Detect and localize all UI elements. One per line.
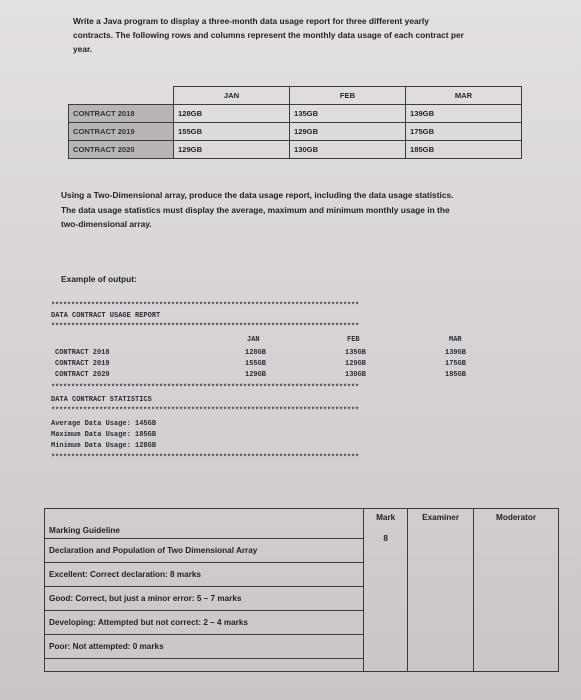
example-heading: Example of output: <box>61 274 137 284</box>
marking-guideline-table <box>44 508 559 672</box>
output-row-label: CONTRACT 2020 <box>55 371 110 379</box>
row-label: CONTRACT 2019 <box>69 123 174 141</box>
output-cell: 129GB <box>245 371 267 379</box>
table-cell: 139GB <box>406 105 522 123</box>
usage-table-header <box>69 87 522 105</box>
output-column-header: FEB <box>347 336 360 344</box>
guide-header-row <box>45 509 559 539</box>
empty-row <box>45 659 364 672</box>
separator-stars: ***************************************************************************** <box>51 454 360 462</box>
table-cell: 155GB <box>174 123 290 141</box>
table-row <box>69 105 522 123</box>
output-cell: 135GB <box>345 349 367 357</box>
column-header: MAR <box>406 87 522 105</box>
output-cell: 139GB <box>445 349 467 357</box>
separator-stars: ***************************************************************************** <box>51 323 360 331</box>
examiner-column <box>408 509 474 672</box>
output-column-header: MAR <box>449 336 462 344</box>
intro-line: contracts. The following rows and columns represent the monthly data usage of each contract per <box>73 30 464 40</box>
level-text: Good: Correct, but just a minor error: 5 – 7 marks <box>45 587 364 611</box>
moderator-column <box>474 509 559 672</box>
examiner-header: Examiner <box>422 513 460 522</box>
output-cell: 130GB <box>345 371 367 379</box>
table-cell: 129GB <box>174 141 290 159</box>
output-cell: 129GB <box>345 360 367 368</box>
table-cell: 135GB <box>290 105 406 123</box>
mark-header: Mark <box>376 513 396 522</box>
minimum-usage-line: Minimum Data Usage: 128GB <box>51 442 157 450</box>
maximum-usage-line: Maximum Data Usage: 185GB <box>51 431 157 439</box>
instructions-paragraph <box>61 188 541 232</box>
criterion-text: Declaration and Population of Two Dimensional Array <box>45 539 364 563</box>
instructions-line: The data usage statistics must display the average, maximum and minimum monthly usage in the <box>61 204 450 215</box>
table-row <box>69 123 522 141</box>
output-cell: 185GB <box>445 371 467 379</box>
separator-stars: ***************************************************************************** <box>51 302 360 310</box>
output-row-label: CONTRACT 2018 <box>55 349 110 357</box>
instructions-line: Using a Two-Dimensional array, produce the data usage report, including the data usage statistics. <box>61 190 454 200</box>
table-cell: 130GB <box>290 141 406 159</box>
column-header: JAN <box>174 87 290 105</box>
moderator-header: Moderator <box>496 513 537 522</box>
empty-corner-cell <box>69 87 174 105</box>
table-cell: 129GB <box>290 123 406 141</box>
usage-table <box>68 86 522 159</box>
column-header: FEB <box>290 87 406 105</box>
output-cell: 175GB <box>445 360 467 368</box>
separator-stars: ***************************************************************************** <box>51 407 360 415</box>
instructions-line: two-dimensional array. <box>61 219 152 229</box>
row-label: CONTRACT 2018 <box>69 105 174 123</box>
report-title: DATA CONTRACT USAGE REPORT <box>51 312 161 320</box>
intro-line: year. <box>73 44 93 54</box>
intro-paragraph <box>73 14 543 56</box>
output-cell: 128GB <box>245 349 267 357</box>
average-usage-line: Average Data Usage: 145GB <box>51 420 157 428</box>
separator-stars: ***************************************************************************** <box>51 384 360 392</box>
table-cell: 185GB <box>406 141 522 159</box>
table-cell: 175GB <box>406 123 522 141</box>
output-column-header: JAN <box>247 336 260 344</box>
guideline-header: Marking Guideline <box>45 509 364 539</box>
intro-line: Write a Java program to display a three-month data usage report for three different yearly <box>73 16 429 26</box>
output-cell: 155GB <box>245 360 267 368</box>
level-text: Excellent: Correct declaration: 8 marks <box>45 563 364 587</box>
level-text: Developing: Attempted but not correct: 2 – 4 marks <box>45 611 364 635</box>
output-row-label: CONTRACT 2019 <box>55 360 110 368</box>
mark-value: 8 <box>383 534 388 543</box>
statistics-title: DATA CONTRACT STATISTICS <box>51 396 152 404</box>
table-cell: 128GB <box>174 105 290 123</box>
row-label: CONTRACT 2020 <box>69 141 174 159</box>
table-row <box>69 141 522 159</box>
level-text: Poor: Not attempted: 0 marks <box>45 635 364 659</box>
mark-column <box>364 509 408 672</box>
